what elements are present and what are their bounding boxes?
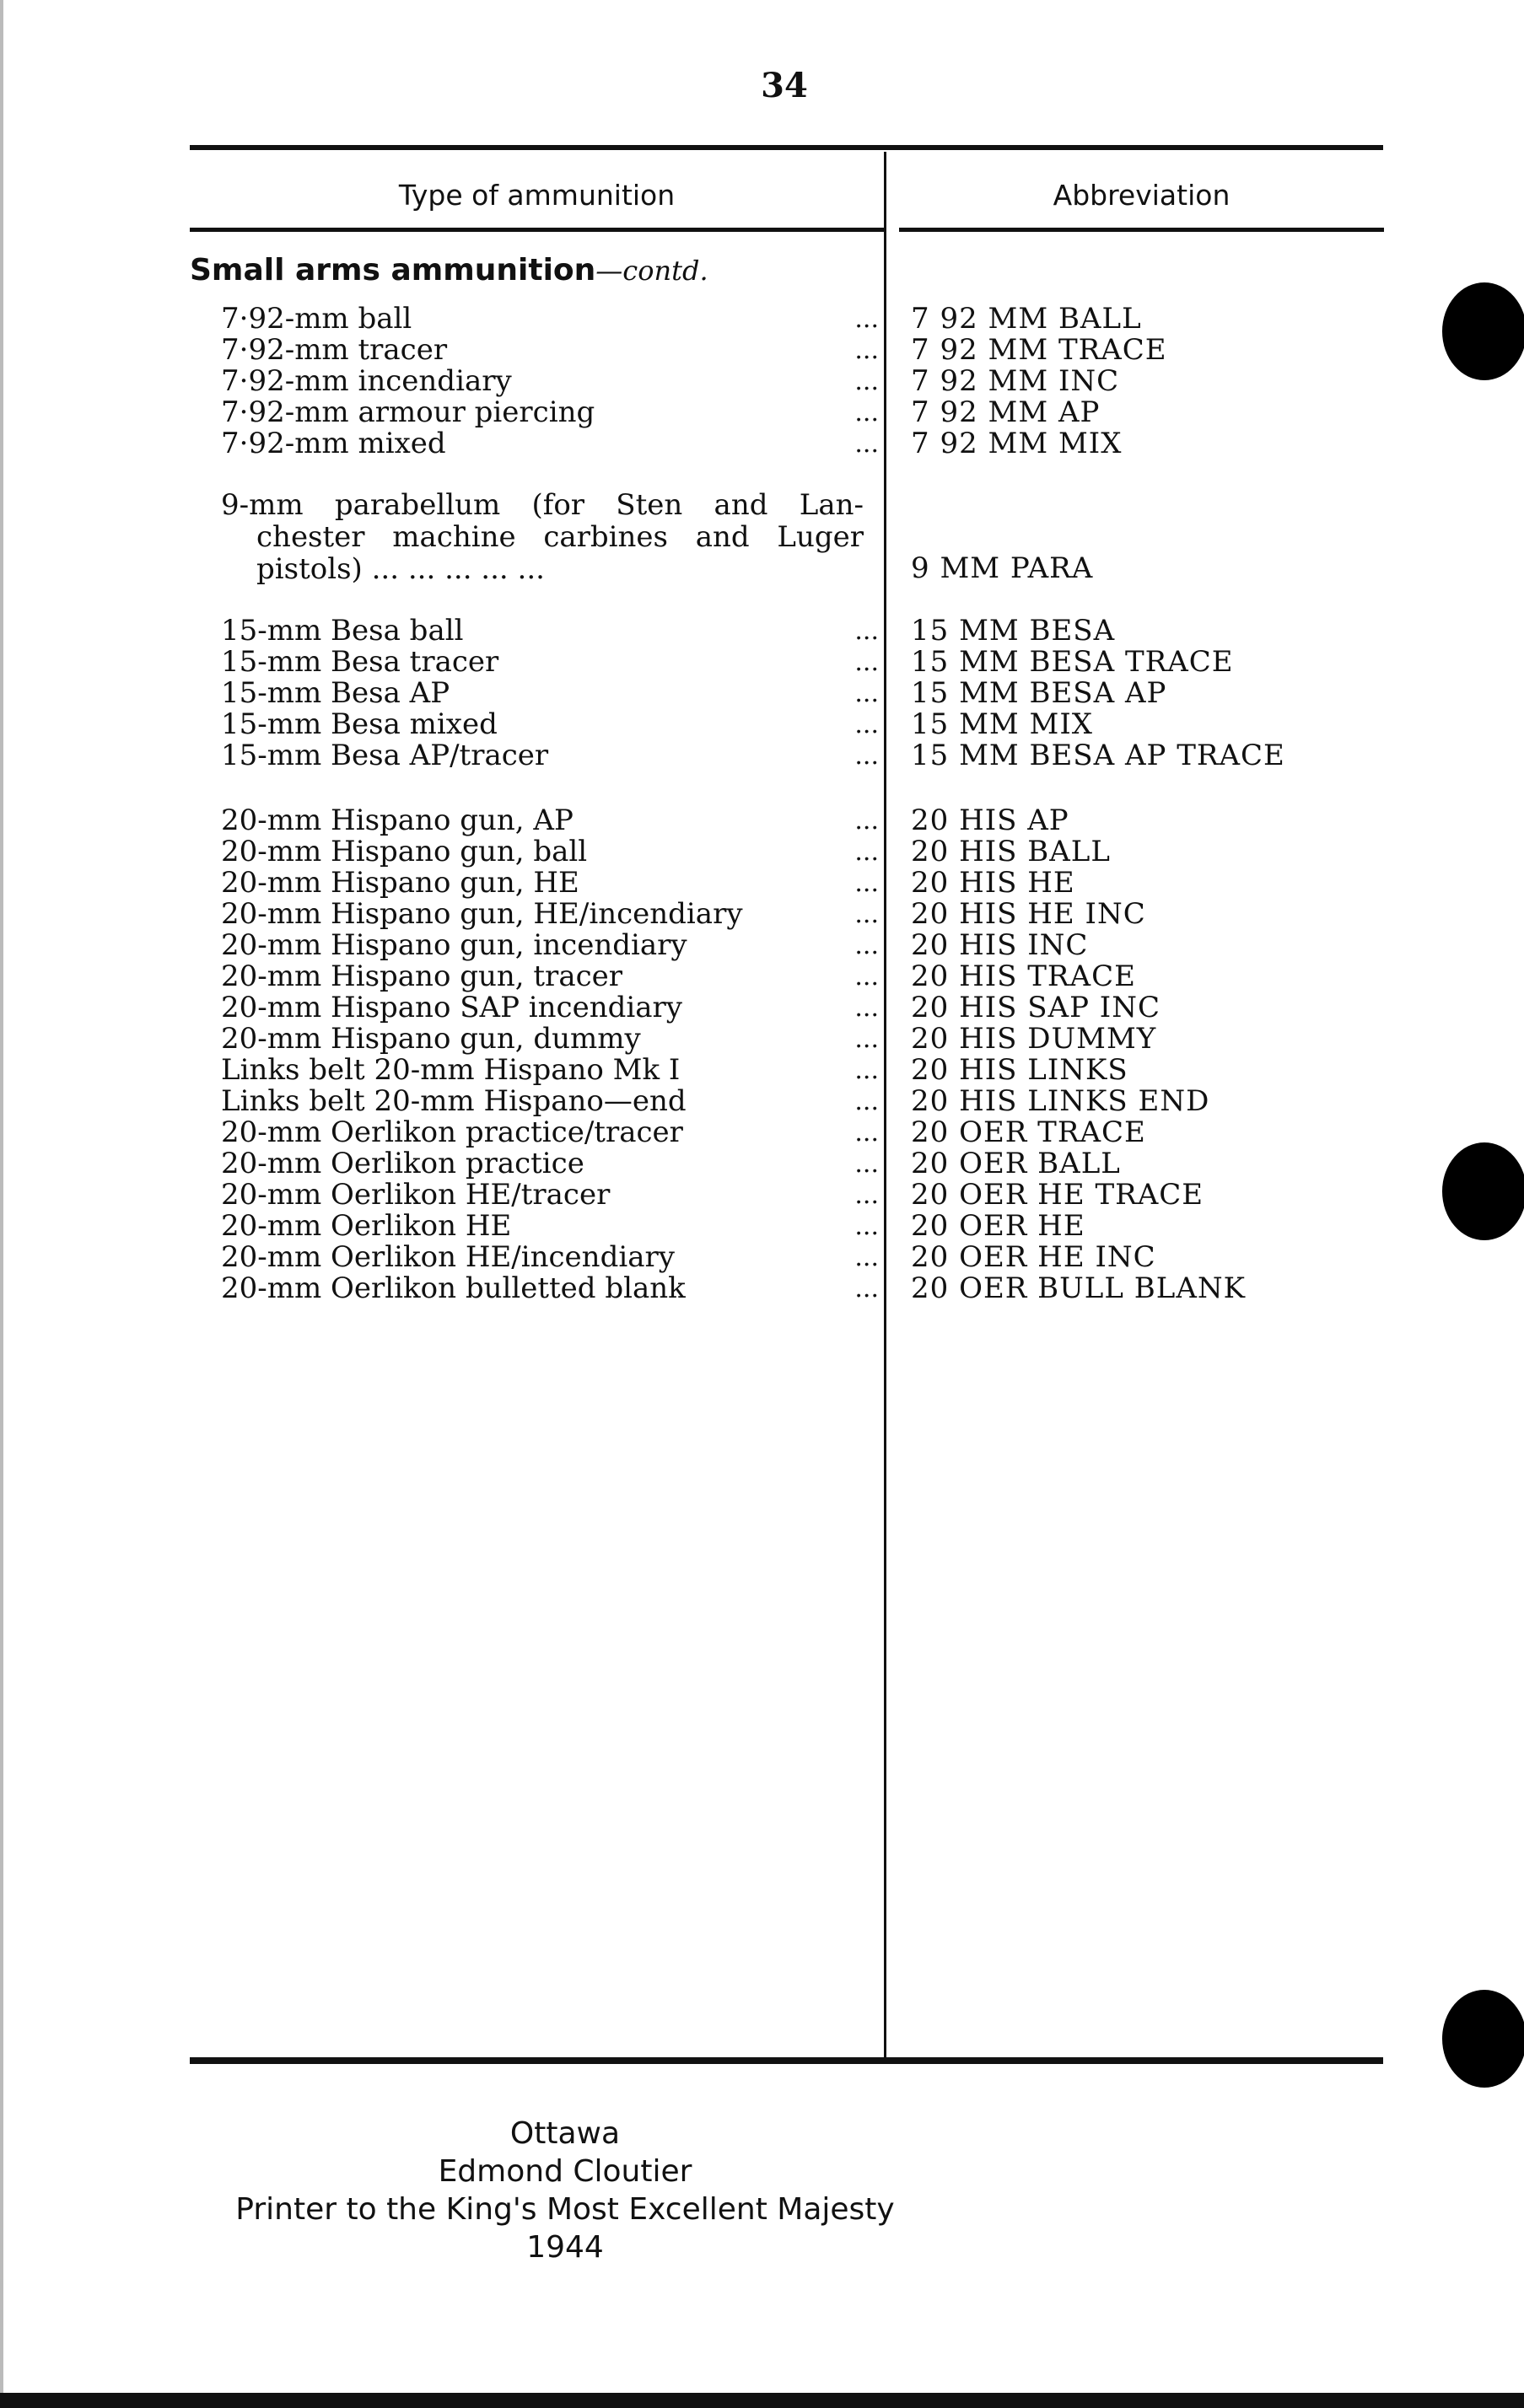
section-title	[190, 253, 708, 288]
abbreviation: 20 HIS HE	[911, 866, 1075, 900]
dot-leader: ...	[854, 1274, 879, 1303]
dot-leader: ...	[854, 1212, 879, 1241]
table-row	[221, 1148, 1402, 1180]
dot-leader: ...	[854, 900, 879, 929]
abbreviation: 20 OER HE	[911, 1209, 1085, 1243]
imprint	[190, 2115, 940, 2266]
abbreviation: 15 MM BESA	[911, 614, 1116, 648]
table-row	[221, 1117, 1402, 1148]
dot-leader: ...	[854, 868, 879, 898]
abbreviation: 7 92 MM TRACE	[911, 333, 1167, 367]
abbreviation: 15 MM MIX	[911, 707, 1093, 741]
table-row	[221, 1273, 1402, 1304]
table-row	[221, 740, 1402, 771]
abbreviation: 20 HIS DUMMY	[911, 1022, 1157, 1056]
ammunition-type: 20-mm Hispano SAP incendiary	[221, 992, 682, 1024]
table-row	[221, 678, 1402, 709]
table-row	[221, 992, 1402, 1024]
abbreviation: 20 HIS TRACE	[911, 959, 1136, 993]
imprint-city: Ottawa	[509, 2116, 621, 2151]
table-row	[221, 366, 1402, 397]
abbreviation: 20 HIS HE INC	[911, 897, 1146, 931]
ammunition-type: 20-mm Hispano gun, HE	[221, 868, 579, 899]
table-row	[221, 397, 1402, 428]
abbreviation: 20 HIS AP	[911, 804, 1069, 837]
header-rule-left	[190, 228, 884, 232]
ammunition-type: 15-mm Besa mixed	[221, 709, 498, 740]
ammunition-type: 20-mm Oerlikon HE/incendiary	[221, 1242, 675, 1273]
imprint-printer: Edmond Cloutier	[438, 2154, 692, 2189]
left-page-edge	[0, 0, 3, 2408]
ammunition-type: 20-mm Hispano gun, AP	[221, 805, 574, 836]
table-row	[221, 335, 1402, 366]
dot-leader: ...	[854, 962, 879, 992]
dot-leader: ...	[854, 398, 879, 427]
punch-hole-top	[1442, 282, 1524, 380]
ammunition-type: 7·92-mm incendiary	[221, 366, 512, 397]
abbreviation: 20 HIS SAP INC	[911, 991, 1161, 1024]
ammunition-type: 20-mm Oerlikon HE/tracer	[221, 1180, 611, 1211]
ammunition-type: 20-mm Hispano gun, HE/incendiary	[221, 899, 743, 930]
dot-leader: ...	[854, 304, 879, 334]
abbreviation: 7 92 MM INC	[911, 364, 1120, 398]
ammunition-type: 20-mm Oerlikon practice/tracer	[221, 1117, 683, 1148]
table-row	[221, 615, 1402, 647]
dot-leader: ...	[854, 710, 879, 739]
punch-hole-middle	[1442, 1142, 1524, 1240]
table-row	[221, 899, 1402, 930]
imprint-title: Printer to the King's Most Excellent Majesty	[235, 2192, 895, 2227]
parabellum-line-1: 9-mm parabellum (for Sten and Lan-	[221, 488, 864, 522]
table-row	[221, 1086, 1402, 1117]
abbreviation: 20 HIS INC	[911, 928, 1089, 962]
table-row	[221, 1242, 1402, 1273]
abbreviation: 7 92 MM AP	[911, 395, 1101, 429]
dot-leader: ...	[854, 1087, 879, 1116]
bottom-page-edge	[0, 2393, 1524, 2408]
dot-leader: ...	[854, 806, 879, 836]
section-title-text: Small arms ammunition	[190, 253, 596, 288]
dot-leader: ...	[854, 679, 879, 708]
ammunition-type: 20-mm Oerlikon practice	[221, 1148, 584, 1180]
abbreviation: 7 92 MM BALL	[911, 302, 1142, 336]
dot-leader: ...	[854, 931, 879, 960]
dot-leader: ...	[854, 741, 879, 771]
abbreviation-column-header: Abbreviation	[1053, 179, 1231, 212]
dot-leader: ...	[854, 648, 879, 677]
abbreviation: 20 OER BALL	[911, 1147, 1121, 1180]
abbreviation: 20 OER HE INC	[911, 1240, 1156, 1274]
parabellum-abbreviation: 9 MM PARA	[911, 551, 1094, 585]
dot-leader: ...	[854, 1056, 879, 1085]
table-row	[221, 709, 1402, 740]
parabellum-abbr-row	[221, 553, 1402, 584]
dot-leader: ...	[854, 1180, 879, 1210]
table-row	[221, 304, 1402, 335]
dot-leader: ...	[854, 1118, 879, 1148]
dot-leader: ...	[854, 336, 879, 365]
abbreviation: 15 MM BESA TRACE	[911, 645, 1234, 679]
dot-leader: ...	[854, 1024, 879, 1054]
bottom-rule	[190, 2057, 1383, 2064]
ammunition-type: 15-mm Besa tracer	[221, 647, 499, 678]
abbreviation: 20 HIS LINKS END	[911, 1084, 1210, 1118]
parabellum-line-3: pistols) ... ... ... ... ...	[256, 552, 545, 586]
ammunition-type: 20-mm Hispano gun, ball	[221, 836, 588, 868]
header-rule-right	[899, 228, 1384, 232]
table-row	[221, 1180, 1402, 1211]
ammunition-type: 15-mm Besa AP	[221, 678, 450, 709]
table-row	[221, 836, 1402, 868]
dot-leader: ...	[854, 837, 879, 867]
section-contd: —contd.	[595, 255, 708, 287]
abbreviation: 20 OER BULL BLANK	[911, 1271, 1247, 1305]
abbreviation: 20 OER HE TRACE	[911, 1178, 1204, 1212]
ammunition-type: 7·92-mm mixed	[221, 428, 446, 460]
top-rule	[190, 145, 1383, 150]
ammunition-type: 15-mm Besa ball	[221, 615, 464, 647]
abbreviation: 20 OER TRACE	[911, 1115, 1146, 1149]
abbreviation: 7 92 MM MIX	[911, 427, 1123, 460]
abbreviation: 20 HIS BALL	[911, 835, 1111, 868]
dot-leader: ...	[854, 616, 879, 646]
table-row	[221, 930, 1402, 961]
punch-hole-bottom	[1442, 1990, 1524, 2088]
ammunition-type: Links belt 20-mm Hispano—end	[221, 1086, 687, 1117]
table-row	[221, 1055, 1402, 1086]
imprint-year: 1944	[526, 2230, 604, 2265]
ammunition-type: 20-mm Hispano gun, dummy	[221, 1024, 641, 1055]
abbreviation: 15 MM BESA AP	[911, 676, 1167, 710]
page-number: 34	[761, 66, 808, 105]
ammunition-type: Links belt 20-mm Hispano Mk I	[221, 1055, 681, 1086]
table-row	[221, 647, 1402, 678]
ammunition-type: 20-mm Hispano gun, incendiary	[221, 930, 687, 961]
table-row	[221, 868, 1402, 899]
ammunition-type: 7·92-mm tracer	[221, 335, 448, 366]
table-row	[221, 805, 1402, 836]
abbreviation: 20 HIS LINKS	[911, 1053, 1128, 1087]
dot-leader: ...	[854, 1243, 879, 1272]
dot-leader: ...	[854, 1149, 879, 1179]
type-column-header: Type of ammunition	[398, 179, 676, 212]
dot-leader: ...	[854, 367, 879, 396]
table-row	[221, 428, 1402, 460]
dot-leader: ...	[854, 993, 879, 1023]
ammunition-type: 7·92-mm ball	[221, 304, 412, 335]
parabellum-line-2: chester machine carbines and Luger	[256, 520, 864, 554]
ammunition-type: 20-mm Hispano gun, tracer	[221, 961, 622, 992]
ammunition-type: 7·92-mm armour piercing	[221, 397, 595, 428]
ammunition-type: 20-mm Oerlikon HE	[221, 1211, 512, 1242]
table-row	[221, 961, 1402, 992]
dot-leader: ...	[854, 429, 879, 459]
table-row	[221, 1024, 1402, 1055]
ammunition-type: 15-mm Besa AP/tracer	[221, 740, 549, 771]
ammunition-type: 20-mm Oerlikon bulletted blank	[221, 1273, 686, 1304]
table-row	[221, 1211, 1402, 1242]
abbreviation: 15 MM BESA AP TRACE	[911, 739, 1285, 772]
